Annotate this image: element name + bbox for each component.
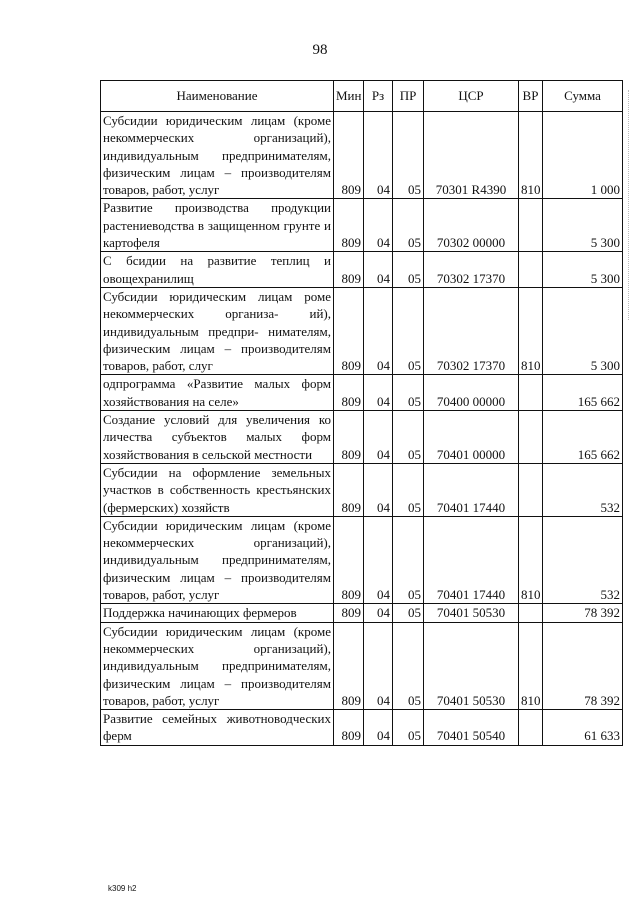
row-name: Поддержка начинающих фермеров: [101, 604, 334, 622]
row-csr: 70302 17370: [424, 287, 519, 374]
row-min: 809: [334, 622, 364, 709]
header-csr: ЦСР: [424, 81, 519, 112]
row-sum: 532: [543, 463, 623, 516]
header-pr: ПР: [393, 81, 424, 112]
row-csr: 70301 R4390: [424, 112, 519, 199]
row-vr: [519, 375, 543, 411]
row-rz: 04: [364, 112, 393, 199]
row-rz: 04: [364, 463, 393, 516]
row-vr: [519, 463, 543, 516]
row-vr: 810: [519, 287, 543, 374]
row-min: 809: [334, 516, 364, 603]
row-name: одпрограмма «Развитие малых форм хозяйствования на селе»: [101, 375, 334, 411]
row-vr: [519, 252, 543, 288]
table-row: [101, 375, 623, 411]
row-pr: 05: [393, 463, 424, 516]
table-row: [101, 710, 623, 746]
row-csr: 70401 50540: [424, 710, 519, 746]
table-row: [101, 287, 623, 374]
header-name: Наименование: [101, 81, 334, 112]
header-min: Мин: [334, 81, 364, 112]
row-pr: 05: [393, 112, 424, 199]
table-row: [101, 516, 623, 603]
row-pr: 05: [393, 622, 424, 709]
row-rz: 04: [364, 604, 393, 622]
row-sum: 5 300: [543, 199, 623, 252]
row-pr: 05: [393, 375, 424, 411]
row-rz: 04: [364, 252, 393, 288]
row-min: 809: [334, 375, 364, 411]
table-row: [101, 112, 623, 199]
row-csr: 70401 17440: [424, 516, 519, 603]
table-row: [101, 411, 623, 464]
row-name: Субсидии юридическим лицам роме некоммерческих организа- ий), индивидуальным предпри- нимателям, физическим лицам – производителям товаров, работ, слуг: [101, 287, 334, 374]
row-sum: 78 392: [543, 604, 623, 622]
row-csr: 70401 00000: [424, 411, 519, 464]
row-csr: 70302 00000: [424, 199, 519, 252]
row-min: 809: [334, 604, 364, 622]
row-pr: 05: [393, 252, 424, 288]
row-rz: 04: [364, 516, 393, 603]
row-sum: 78 392: [543, 622, 623, 709]
row-rz: 04: [364, 375, 393, 411]
table-row: [101, 604, 623, 622]
table-row: [101, 463, 623, 516]
row-rz: 04: [364, 199, 393, 252]
row-pr: 05: [393, 604, 424, 622]
row-sum: 165 662: [543, 375, 623, 411]
row-min: 809: [334, 112, 364, 199]
row-pr: 05: [393, 516, 424, 603]
row-name: Субсидии юридическим лицам (кроме некоммерческих организаций), индивидуальным предпринимателям, физическим лицам – производителям товаров, работ, услуг: [101, 622, 334, 709]
table-row: [101, 199, 623, 252]
table-row: [101, 252, 623, 288]
row-name: Создание условий для увеличения ко личества субъектов малых форм хозяйствования в сельской местности: [101, 411, 334, 464]
row-rz: 04: [364, 287, 393, 374]
row-min: 809: [334, 710, 364, 746]
row-pr: 05: [393, 411, 424, 464]
row-sum: 5 300: [543, 252, 623, 288]
row-name: Развитие семейных животноводческих ферм: [101, 710, 334, 746]
budget-table: [100, 80, 623, 746]
row-vr: 810: [519, 622, 543, 709]
row-pr: 05: [393, 710, 424, 746]
row-min: 809: [334, 199, 364, 252]
header-sum: Сумма: [543, 81, 623, 112]
row-name: Субсидии на оформление земельных участков в собственность крестьянских (фермерских) хозяйств: [101, 463, 334, 516]
row-csr: 70401 50530: [424, 622, 519, 709]
row-min: 809: [334, 411, 364, 464]
row-pr: 05: [393, 287, 424, 374]
row-name: Субсидии юридическим лицам (кроме некоммерческих организаций), индивидуальным предпринимателям, физическим лицам – производителям товаров, работ, услуг: [101, 112, 334, 199]
header-rz: Рз: [364, 81, 393, 112]
row-min: 809: [334, 252, 364, 288]
row-rz: 04: [364, 710, 393, 746]
row-name: Субсидии юридическим лицам (кроме некоммерческих организаций), индивидуальным предпринимателям, физическим лицам – производителям товаров, работ, услуг: [101, 516, 334, 603]
header-vr: ВР: [519, 81, 543, 112]
row-vr: [519, 199, 543, 252]
row-vr: [519, 604, 543, 622]
row-sum: 61 633: [543, 710, 623, 746]
page-number: 98: [312, 42, 328, 58]
footer-code: k309 h2: [108, 884, 137, 893]
row-sum: 1 000: [543, 112, 623, 199]
margin-scan-marks: [628, 90, 632, 320]
row-min: 809: [334, 463, 364, 516]
row-csr: 70400 00000: [424, 375, 519, 411]
row-vr: 810: [519, 112, 543, 199]
row-pr: 05: [393, 199, 424, 252]
row-name: Развитие производства продукции растениеводства в защищенном грунте и картофеля: [101, 199, 334, 252]
row-vr: [519, 411, 543, 464]
row-vr: [519, 710, 543, 746]
table-row: [101, 622, 623, 709]
row-min: 809: [334, 287, 364, 374]
row-csr: 70401 17440: [424, 463, 519, 516]
table-header-row: [101, 81, 623, 112]
row-sum: 165 662: [543, 411, 623, 464]
row-sum: 532: [543, 516, 623, 603]
row-csr: 70401 50530: [424, 604, 519, 622]
row-rz: 04: [364, 411, 393, 464]
row-name: С бсидии на развитие теплиц и овощехранилищ: [101, 252, 334, 288]
row-rz: 04: [364, 622, 393, 709]
row-csr: 70302 17370: [424, 252, 519, 288]
row-sum: 5 300: [543, 287, 623, 374]
row-vr: 810: [519, 516, 543, 603]
